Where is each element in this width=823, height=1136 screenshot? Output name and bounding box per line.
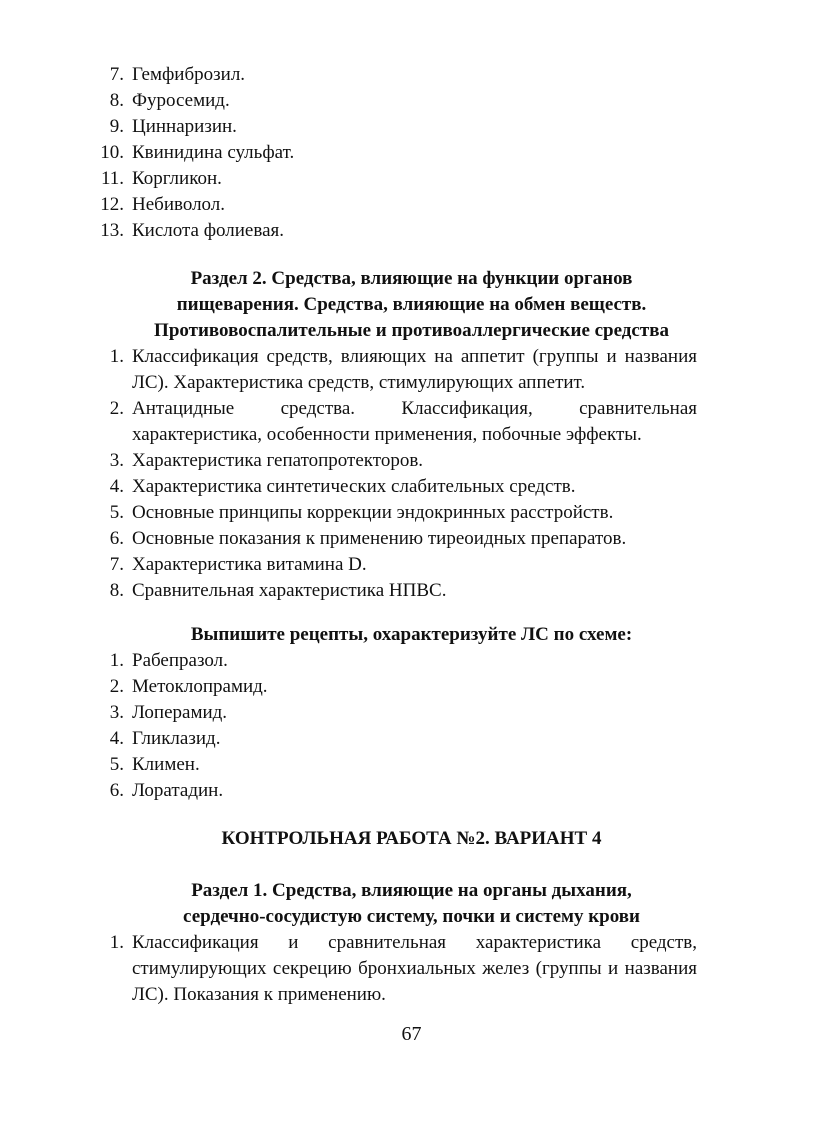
item-text: Гемфиброзил.: [132, 64, 246, 85]
list-item: [0, 778, 823, 804]
page-number: 67: [401, 1023, 422, 1045]
item-text: Квинидина сульфат.: [132, 142, 295, 163]
list-item: [0, 140, 823, 166]
recipes-heading: Выпишите рецепты, охарактеризуйте ЛС по схеме:: [190, 624, 633, 645]
list-item: [0, 526, 823, 552]
list-item: [0, 500, 823, 526]
item-number: 1.: [109, 650, 124, 671]
item-text: Гликлазид.: [132, 728, 221, 749]
list-item: [0, 552, 823, 578]
list-item: [0, 114, 823, 140]
item-text: Рабепразол.: [132, 650, 228, 671]
item-text: Метоклопрамид.: [132, 676, 268, 697]
list-item: [0, 474, 823, 500]
item-text: Основные показания к применению тиреоидных препаратов.: [132, 528, 627, 549]
item-number: 9.: [109, 116, 124, 137]
item-number: 7.: [109, 554, 124, 575]
list-item: [0, 344, 823, 396]
item-text: Характеристика витамина D.: [132, 554, 367, 575]
item-text: Характеристика синтетических слабительных средств.: [132, 476, 576, 497]
list-item: [0, 726, 823, 752]
list-item: [0, 62, 823, 88]
item-text: Антацидные средства. Классификация, сравнительная характеристика, особенности применения, побочные эффекты.: [132, 398, 697, 445]
list-item: [0, 192, 823, 218]
item-number: 3.: [109, 450, 124, 471]
item-text: Коргликон.: [132, 168, 222, 189]
section1-question-list: [0, 930, 823, 1008]
item-number: 1.: [109, 932, 124, 953]
item-text: Небиволол.: [132, 194, 226, 215]
list-item: [0, 396, 823, 448]
item-number: 6.: [109, 528, 124, 549]
item-text: Основные принципы коррекции эндокринных расстройств.: [132, 502, 614, 523]
item-text: Классификация средств, влияющих на аппетит (группы и названия ЛС). Характеристика средств, стимулирующих аппетит.: [132, 346, 697, 393]
item-text: Циннаризин.: [132, 116, 237, 137]
item-text: Кислота фолиевая.: [132, 220, 285, 241]
section2-heading-line3: Противовоспалительные и противоаллергические средства: [154, 320, 669, 341]
list-item: [0, 752, 823, 778]
item-number: 4.: [109, 476, 124, 497]
section2-question-list: [0, 344, 823, 604]
list-item: [0, 166, 823, 192]
item-text: Климен.: [132, 754, 200, 775]
item-number: 11.: [100, 168, 124, 189]
item-text: Характеристика гепатопротекторов.: [132, 450, 424, 471]
item-number: 12.: [100, 194, 124, 215]
item-number: 6.: [109, 780, 124, 801]
section1-heading-line1: Раздел 1. Средства, влияющие на органы дыхания,: [191, 880, 632, 901]
item-number: 13.: [100, 220, 124, 241]
list-item: [0, 674, 823, 700]
item-text: Фуросемид.: [132, 90, 230, 111]
item-number: 4.: [109, 728, 124, 749]
list-item: [0, 700, 823, 726]
list-item: [0, 648, 823, 674]
item-number: 3.: [109, 702, 124, 723]
item-number: 7.: [109, 64, 124, 85]
drug-list-top: [0, 62, 823, 244]
item-number: 5.: [109, 754, 124, 775]
item-number: 10.: [100, 142, 124, 163]
item-text: Лоперамид.: [132, 702, 228, 723]
list-item: [0, 578, 823, 604]
item-number: 8.: [109, 580, 124, 601]
item-number: 2.: [109, 398, 124, 419]
control-work-title: КОНТРОЛЬНАЯ РАБОТА №2. ВАРИАНТ 4: [221, 828, 602, 849]
item-number: 1.: [109, 346, 124, 367]
item-text: Сравнительная характеристика НПВС.: [132, 580, 447, 601]
list-item: [0, 930, 823, 1008]
item-text: Лоратадин.: [132, 780, 224, 801]
item-number: 2.: [109, 676, 124, 697]
list-item: [0, 218, 823, 244]
recipes-list: [0, 648, 823, 804]
list-item: [0, 448, 823, 474]
item-number: 8.: [109, 90, 124, 111]
section1-heading-line2: сердечно-сосудистую систему, почки и систему крови: [183, 906, 640, 927]
item-text: Классификация и сравнительная характеристика средств, стимулирующих секрецию бронхиальных желез (группы и названия ЛС). Показания к применению.: [132, 932, 697, 1005]
section2-heading-line2: пищеварения. Средства, влияющие на обмен веществ.: [176, 294, 647, 315]
list-item: [0, 88, 823, 114]
item-number: 5.: [109, 502, 124, 523]
section2-heading-line1: Раздел 2. Средства, влияющие на функции органов: [190, 268, 633, 289]
